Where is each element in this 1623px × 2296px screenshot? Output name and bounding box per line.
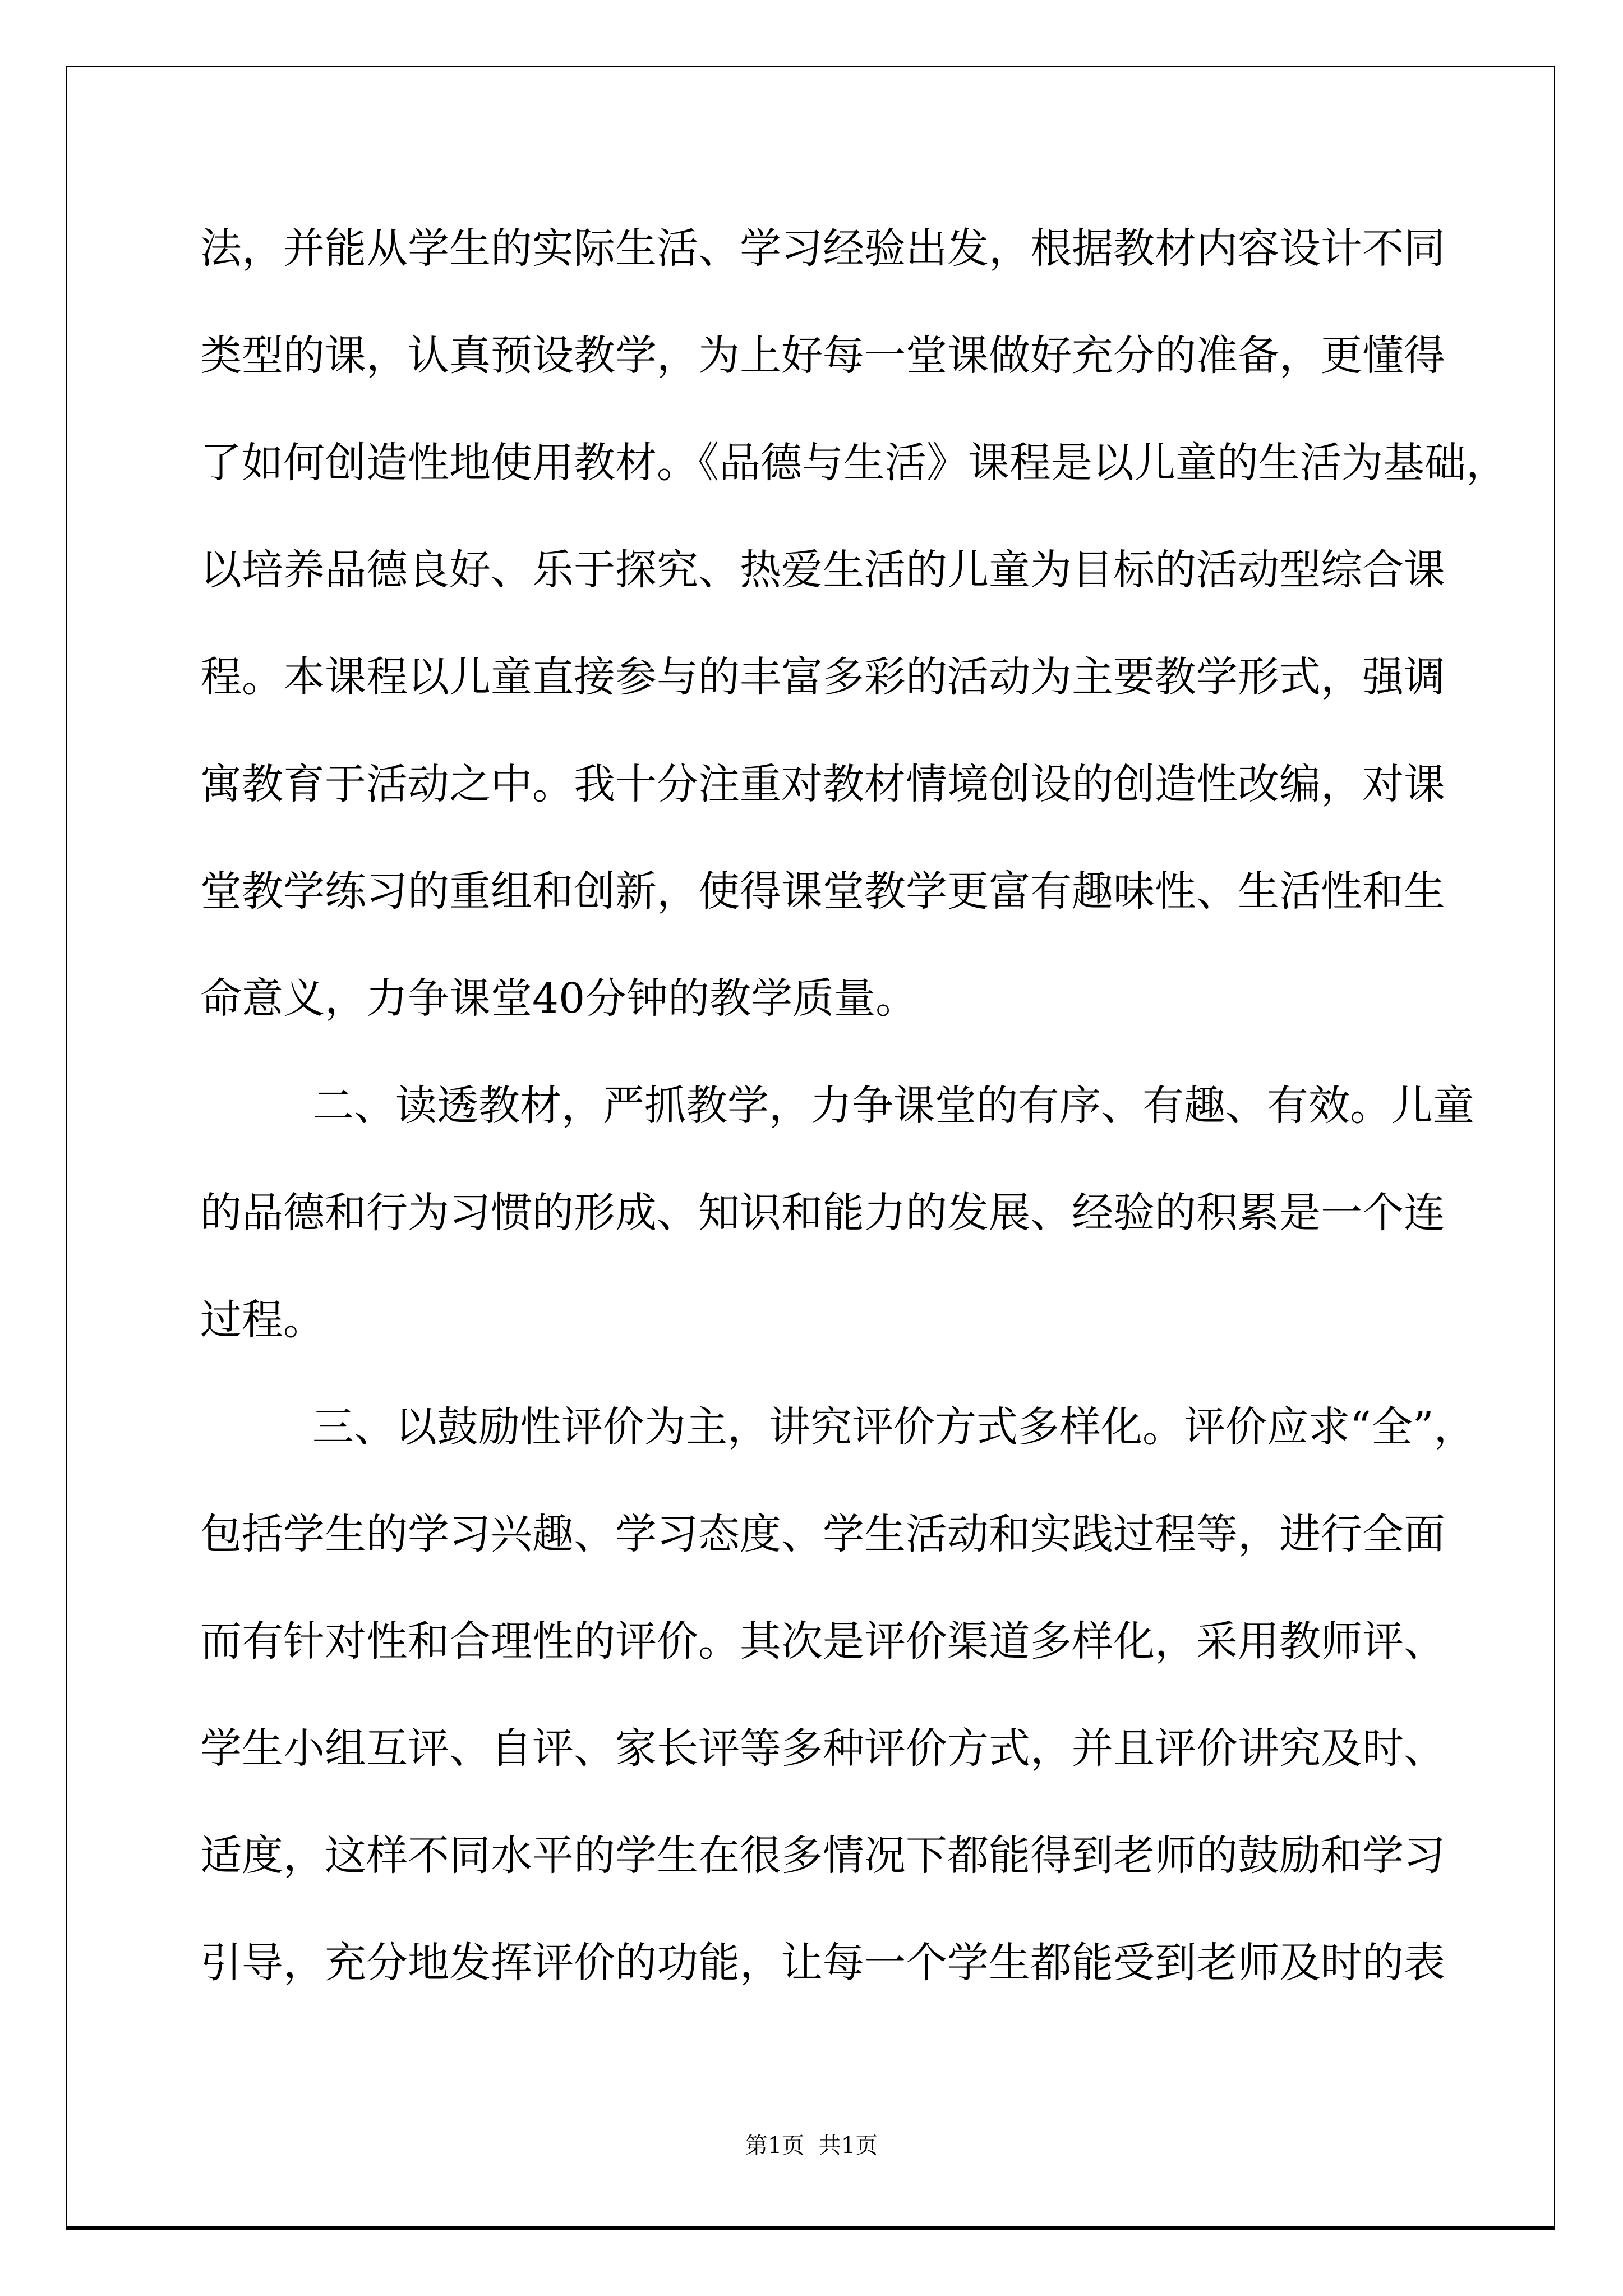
text-line: 法，并能从学生的实际生活、学习经验出发，根据教材内容设计不同 (200, 224, 1445, 273)
text-line: 以培养品德良好、乐于探究、热爱生活的儿童为目标的活动型综合课 (200, 546, 1445, 594)
paragraph-3 (200, 1374, 1476, 2017)
text-line: 的品德和行为习惯的形成、知识和能力的发展、经验的积累是一个连 (200, 1189, 1445, 1237)
text-line: 过程。 (200, 1296, 325, 1344)
page-number-footer: 第1页 共1页 (745, 2133, 878, 2159)
text-line: 三、以鼓励性评价为主，讲究评价方式多样化。评价应求“全”， (312, 1403, 1476, 1451)
text-line: 了如何创造性地使用教材。《品德与生活》课程是以儿童的生活为基础， (200, 439, 1507, 487)
text-line: 类型的课，认真预设教学，为上好每一堂课做好充分的准备，更懂得 (200, 332, 1445, 380)
paragraph-2 (200, 1052, 1474, 1374)
paragraph-1 (200, 195, 1507, 1052)
text-line: 命意义，力争课堂40分钟的教学质量。 (200, 974, 917, 1023)
text-line: 而有针对性和合理性的评价。其次是评价渠道多样化，采用教师评、 (200, 1617, 1445, 1665)
text-line: 引导，充分地发挥评价的功能，让每一个学生都能受到老师及时的表 (200, 1939, 1445, 1987)
text-line: 包括学生的学习兴趣、学习态度、学生活动和实践过程等，进行全面 (200, 1510, 1445, 1558)
text-line: 二、读透教材，严抓教学，力争课堂的有序、有趣、有效。儿童 (312, 1082, 1474, 1130)
text-line: 学生小组互评、自评、家长评等多种评价方式，并且评价讲究及时、 (200, 1724, 1445, 1773)
text-line: 程。本课程以儿童直接参与的丰富多彩的活动为主要教学形式，强调 (200, 653, 1445, 701)
text-line: 堂教学练习的重组和创新，使得课堂教学更富有趣味性、生活性和生 (200, 867, 1445, 915)
text-line: 寓教育于活动之中。我十分注重对教材情境创设的创造性改编，对课 (200, 760, 1445, 808)
text-line: 适度，这样不同水平的学生在很多情况下都能得到老师的鼓励和学习 (200, 1832, 1445, 1880)
document-body (200, 195, 1507, 2017)
